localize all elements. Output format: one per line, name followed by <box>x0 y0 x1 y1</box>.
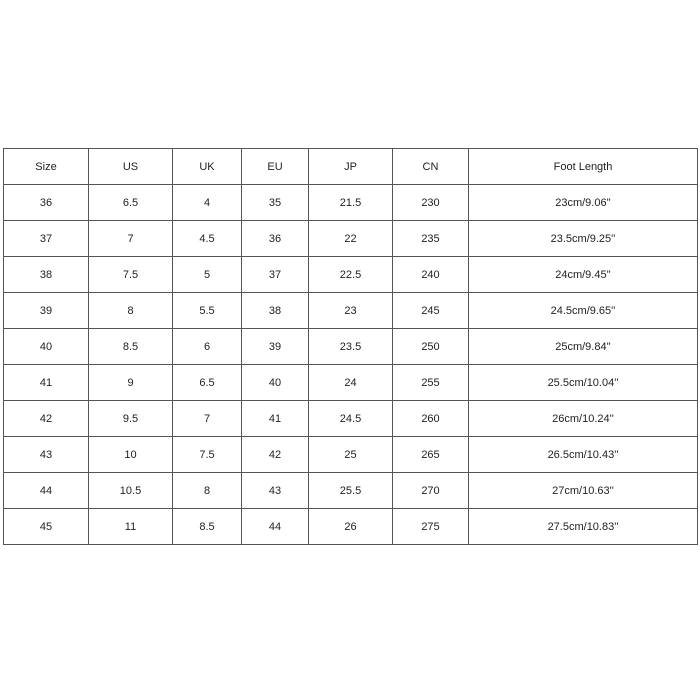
cell-foot-length: 24.5cm/9.65'' <box>469 293 698 329</box>
table-row <box>4 473 698 509</box>
cell-uk: 5 <box>173 257 242 293</box>
cell-jp: 21.5 <box>309 185 393 221</box>
cell-foot-length: 25.5cm/10.04'' <box>469 365 698 401</box>
cell-us: 9.5 <box>89 401 173 437</box>
cell-us: 7.5 <box>89 257 173 293</box>
table-row <box>4 365 698 401</box>
table-row <box>4 509 698 545</box>
table-row <box>4 401 698 437</box>
cell-cn: 255 <box>393 365 469 401</box>
table-row <box>4 293 698 329</box>
cell-foot-length: 25cm/9.84'' <box>469 329 698 365</box>
cell-eu: 42 <box>242 437 309 473</box>
table-row <box>4 437 698 473</box>
cell-uk: 4.5 <box>173 221 242 257</box>
cell-size: 45 <box>4 509 89 545</box>
cell-eu: 44 <box>242 509 309 545</box>
cell-size: 38 <box>4 257 89 293</box>
cell-eu: 41 <box>242 401 309 437</box>
cell-eu: 40 <box>242 365 309 401</box>
table-row <box>4 221 698 257</box>
cell-cn: 275 <box>393 509 469 545</box>
cell-eu: 36 <box>242 221 309 257</box>
cell-eu: 37 <box>242 257 309 293</box>
cell-size: 42 <box>4 401 89 437</box>
cell-jp: 22 <box>309 221 393 257</box>
cell-size: 39 <box>4 293 89 329</box>
cell-foot-length: 27.5cm/10.83'' <box>469 509 698 545</box>
cell-cn: 260 <box>393 401 469 437</box>
cell-foot-length: 23.5cm/9.25'' <box>469 221 698 257</box>
cell-uk: 6 <box>173 329 242 365</box>
table-row <box>4 257 698 293</box>
cell-cn: 240 <box>393 257 469 293</box>
cell-jp: 23 <box>309 293 393 329</box>
header-cn: CN <box>393 149 469 185</box>
cell-eu: 38 <box>242 293 309 329</box>
cell-jp: 25 <box>309 437 393 473</box>
cell-cn: 245 <box>393 293 469 329</box>
cell-us: 10 <box>89 437 173 473</box>
cell-us: 8 <box>89 293 173 329</box>
cell-foot-length: 24cm/9.45'' <box>469 257 698 293</box>
cell-uk: 5.5 <box>173 293 242 329</box>
cell-us: 8.5 <box>89 329 173 365</box>
header-eu: EU <box>242 149 309 185</box>
cell-eu: 39 <box>242 329 309 365</box>
cell-us: 9 <box>89 365 173 401</box>
cell-cn: 270 <box>393 473 469 509</box>
header-size: Size <box>4 149 89 185</box>
header-uk: UK <box>173 149 242 185</box>
cell-cn: 235 <box>393 221 469 257</box>
cell-jp: 24 <box>309 365 393 401</box>
cell-foot-length: 23cm/9.06'' <box>469 185 698 221</box>
cell-foot-length: 27cm/10.63'' <box>469 473 698 509</box>
cell-us: 7 <box>89 221 173 257</box>
cell-size: 40 <box>4 329 89 365</box>
cell-jp: 23.5 <box>309 329 393 365</box>
cell-uk: 6.5 <box>173 365 242 401</box>
cell-size: 44 <box>4 473 89 509</box>
header-foot-length: Foot Length <box>469 149 698 185</box>
cell-us: 6.5 <box>89 185 173 221</box>
table-row <box>4 329 698 365</box>
header-us: US <box>89 149 173 185</box>
table-row <box>4 185 698 221</box>
cell-size: 37 <box>4 221 89 257</box>
cell-cn: 230 <box>393 185 469 221</box>
header-row <box>4 149 698 185</box>
cell-jp: 24.5 <box>309 401 393 437</box>
cell-jp: 25.5 <box>309 473 393 509</box>
cell-eu: 43 <box>242 473 309 509</box>
cell-jp: 22.5 <box>309 257 393 293</box>
cell-uk: 7.5 <box>173 437 242 473</box>
cell-cn: 250 <box>393 329 469 365</box>
header-jp: JP <box>309 149 393 185</box>
cell-uk: 7 <box>173 401 242 437</box>
cell-eu: 35 <box>242 185 309 221</box>
size-chart-table <box>3 148 698 545</box>
cell-uk: 8.5 <box>173 509 242 545</box>
cell-uk: 8 <box>173 473 242 509</box>
cell-foot-length: 26.5cm/10.43'' <box>469 437 698 473</box>
cell-uk: 4 <box>173 185 242 221</box>
cell-us: 11 <box>89 509 173 545</box>
cell-cn: 265 <box>393 437 469 473</box>
cell-foot-length: 26cm/10.24'' <box>469 401 698 437</box>
cell-size: 43 <box>4 437 89 473</box>
cell-jp: 26 <box>309 509 393 545</box>
cell-us: 10.5 <box>89 473 173 509</box>
cell-size: 41 <box>4 365 89 401</box>
cell-size: 36 <box>4 185 89 221</box>
